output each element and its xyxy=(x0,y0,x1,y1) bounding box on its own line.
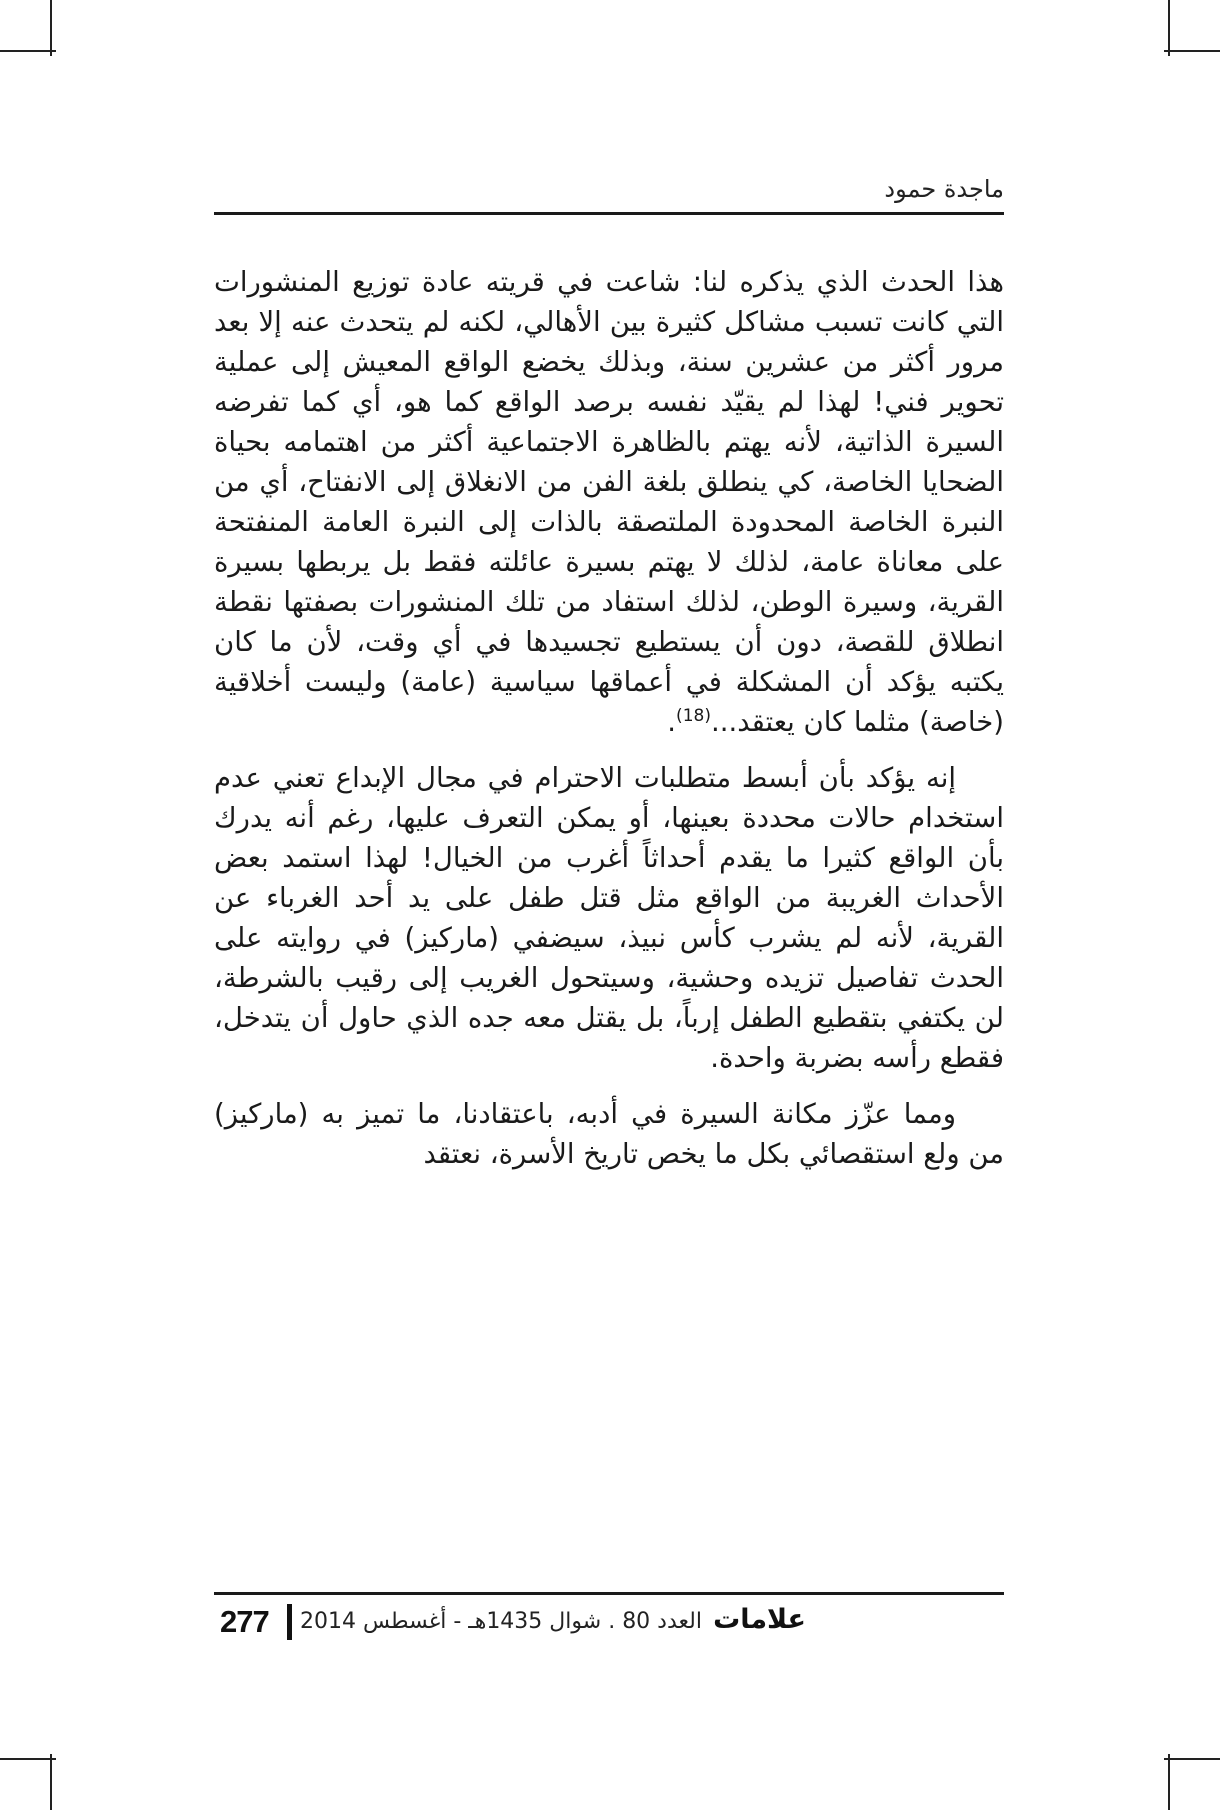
paragraph-1-text: هذا الحدث الذي يذكره لنا: شاعت في قريته عادة توزيع المنشورات التي كانت تسبب مشاكل كثيرة بين الأهالي، لكنه لم يتحدث عنه إلا بعد مرور أكثر من عشرين سنة، وبذلك يخضع الواقع المعيش إلى عملية تحوير فني! لهذا لم يقيّد نفسه برصد الواقع كما هو، أي كما تفرضه السيرة الذاتية، لأنه يهتم بالظاهرة الاجتماعية أكثر من اهتمامه بحياة الضحايا الخاصة، كي ينطلق بلغة الفن من الانغلاق إلى الانفتاح، أي من النبرة الخاصة المحدودة الملتصقة بالذات إلى النبرة العامة المنفتحة على معاناة عامة، لذلك لا يهتم بسيرة عائلته فقط بل يربطها بسيرة القرية، وسيرة الوطن، لذلك استفاد من تلك المنشورات بصفتها نقطة انطلاق للقصة، دون أن يستطيع تجسيدها في أي وقت، لأن ما كان يكتبه يؤكد أن المشكلة في أعماقها سياسية (عامة) وليست أخلاقية (خاصة) مثلما كان يعتقد... xyxy=(214,266,1004,738)
footnote-reference: (18) xyxy=(676,706,711,726)
crop-mark-bottom-right-h xyxy=(1164,1758,1220,1760)
paragraph-3: ومما عزّز مكانة السيرة في أدبه، باعتقادنا، ما تميز به (ماركيز) من ولع استقصائي بكل ما يخص تاريخ الأسرة، نعتقد xyxy=(214,1098,1004,1170)
page-number: 277 xyxy=(220,1604,269,1639)
footer-rule xyxy=(214,1592,1004,1595)
crop-mark-top-right xyxy=(1168,0,1170,56)
crop-mark-bottom-right xyxy=(1168,1754,1170,1810)
crop-mark-top-left-h xyxy=(0,50,56,52)
footnote-tail: . xyxy=(667,706,677,738)
body-text xyxy=(214,262,1004,1190)
footer-separator-bar xyxy=(287,1604,292,1640)
paragraph-2: إنه يؤكد بأن أبسط متطلبات الاحترام في مجال الإبداع تعني عدم استخدام حالات محددة بعينها، أو يمكن التعرف عليها، رغم أنه يدرك بأن الواقع كثيرا ما يقدم أحداثاً أغرب من الخيال! لهذا استمد بعض الأحداث الغريبة من الواقع مثل قتل طفل على يد أحد الغرباء عن القرية، لأنه لم يشرب كأس نبيذ، سيضفي (ماركيز) في روايته على الحدث تفاصيل تزيده وحشية، وسيتحول الغريب إلى رقيب بالشرطة، لن يكتفي بتقطيع الطفل إرباً، بل يقتل معه جده الذي حاول أن يتدخل، فقطع رأسه بضربة واحدة. xyxy=(214,762,1004,1074)
journal-logo: علامات xyxy=(713,1604,806,1635)
footer-issue-info: العدد 80 . شوال 1435هـ - أغسطس 2014 xyxy=(300,1609,702,1634)
page-header xyxy=(214,170,1004,212)
running-head-author: ماجدة حمود xyxy=(884,175,1004,203)
paragraph-1 xyxy=(214,262,1004,742)
crop-mark-bottom-left-h xyxy=(0,1758,56,1760)
crop-mark-top-right-h xyxy=(1164,50,1220,52)
crop-mark-top-left xyxy=(50,0,52,56)
header-rule xyxy=(214,212,1004,215)
crop-mark-bottom-left xyxy=(50,1754,52,1810)
page-footer xyxy=(214,1600,1004,1644)
